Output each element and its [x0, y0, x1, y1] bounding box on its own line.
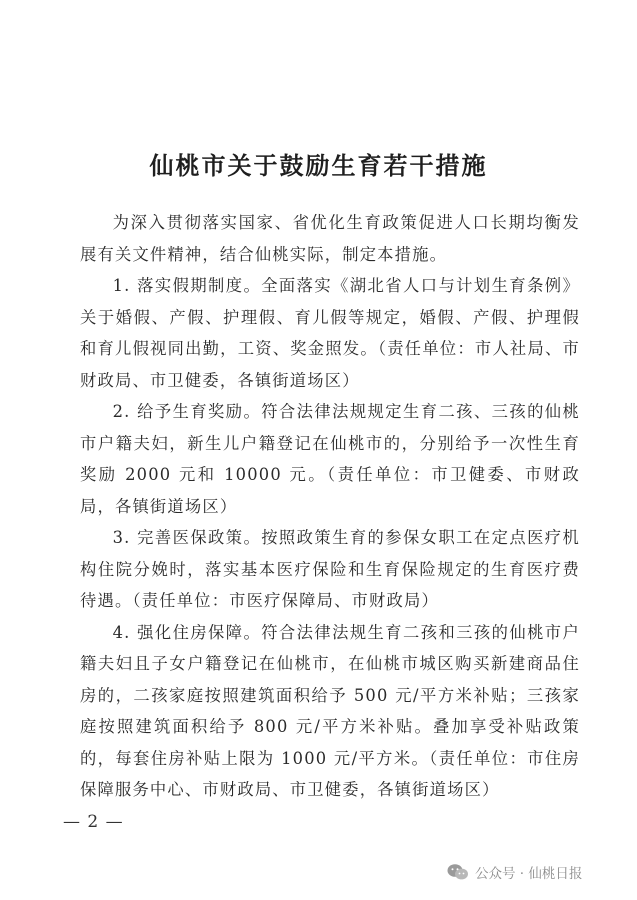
measure-1-paragraph: 1. 落实假期制度。全面落实《湖北省人口与计划生育条例》关于婚假、产假、护理假、育儿假等规定，婚假、产假、护理假和育儿假视同出勤，工资、奖金照发。（责任单位：市人社局、市财政局、市卫健委，各镇街道场区）: [80, 276, 580, 390]
wechat-official-account-icon: [447, 863, 469, 881]
intro-paragraph: 为深入贯彻落实国家、省优化生育政策促进人口长期均衡发展有关文件精神，结合仙桃实际，制定本措施。: [80, 213, 580, 264]
measure-3-paragraph: 3. 完善医保政策。按照政策生育的参保女职工在定点医疗机构住院分娩时，落实基本医疗保险和生育保险规定的生育医疗费待遇。（责任单位：市医疗保障局、市财政局）: [80, 528, 580, 610]
document-title: 仙桃市关于鼓励生育若干措施: [149, 151, 488, 180]
document-body: [80, 207, 580, 806]
measure-2-paragraph: 2. 给予生育奖励。符合法律法规规定生育二孩、三孩的仙桃市户籍夫妇，新生儿户籍登记在仙桃市的，分别给予一次性生育奖励 2000 元和 10000 元。（责任单位：市卫健委、市财政局，各镇街道场区）: [80, 402, 580, 516]
page-number: — 2 —: [63, 812, 124, 832]
watermark-text: 公众号 · 仙桃日报: [475, 866, 583, 882]
watermark: [447, 862, 582, 882]
measure-4-paragraph: 4. 强化住房保障。符合法律法规生育二孩和三孩的仙桃市户籍夫妇且子女户籍登记在仙桃市，在仙桃市城区购买新建商品住房的，二孩家庭按照建筑面积给予 500 元/平方米补贴；三孩家庭按照建筑面积给予 800 元/平方米补贴。叠加享受补贴政策的，每套住房补贴上限为 1000 元/平方米。（责任单位：市住房保障服务中心、市财政局、市卫健委，各镇街道场区）: [80, 622, 580, 799]
